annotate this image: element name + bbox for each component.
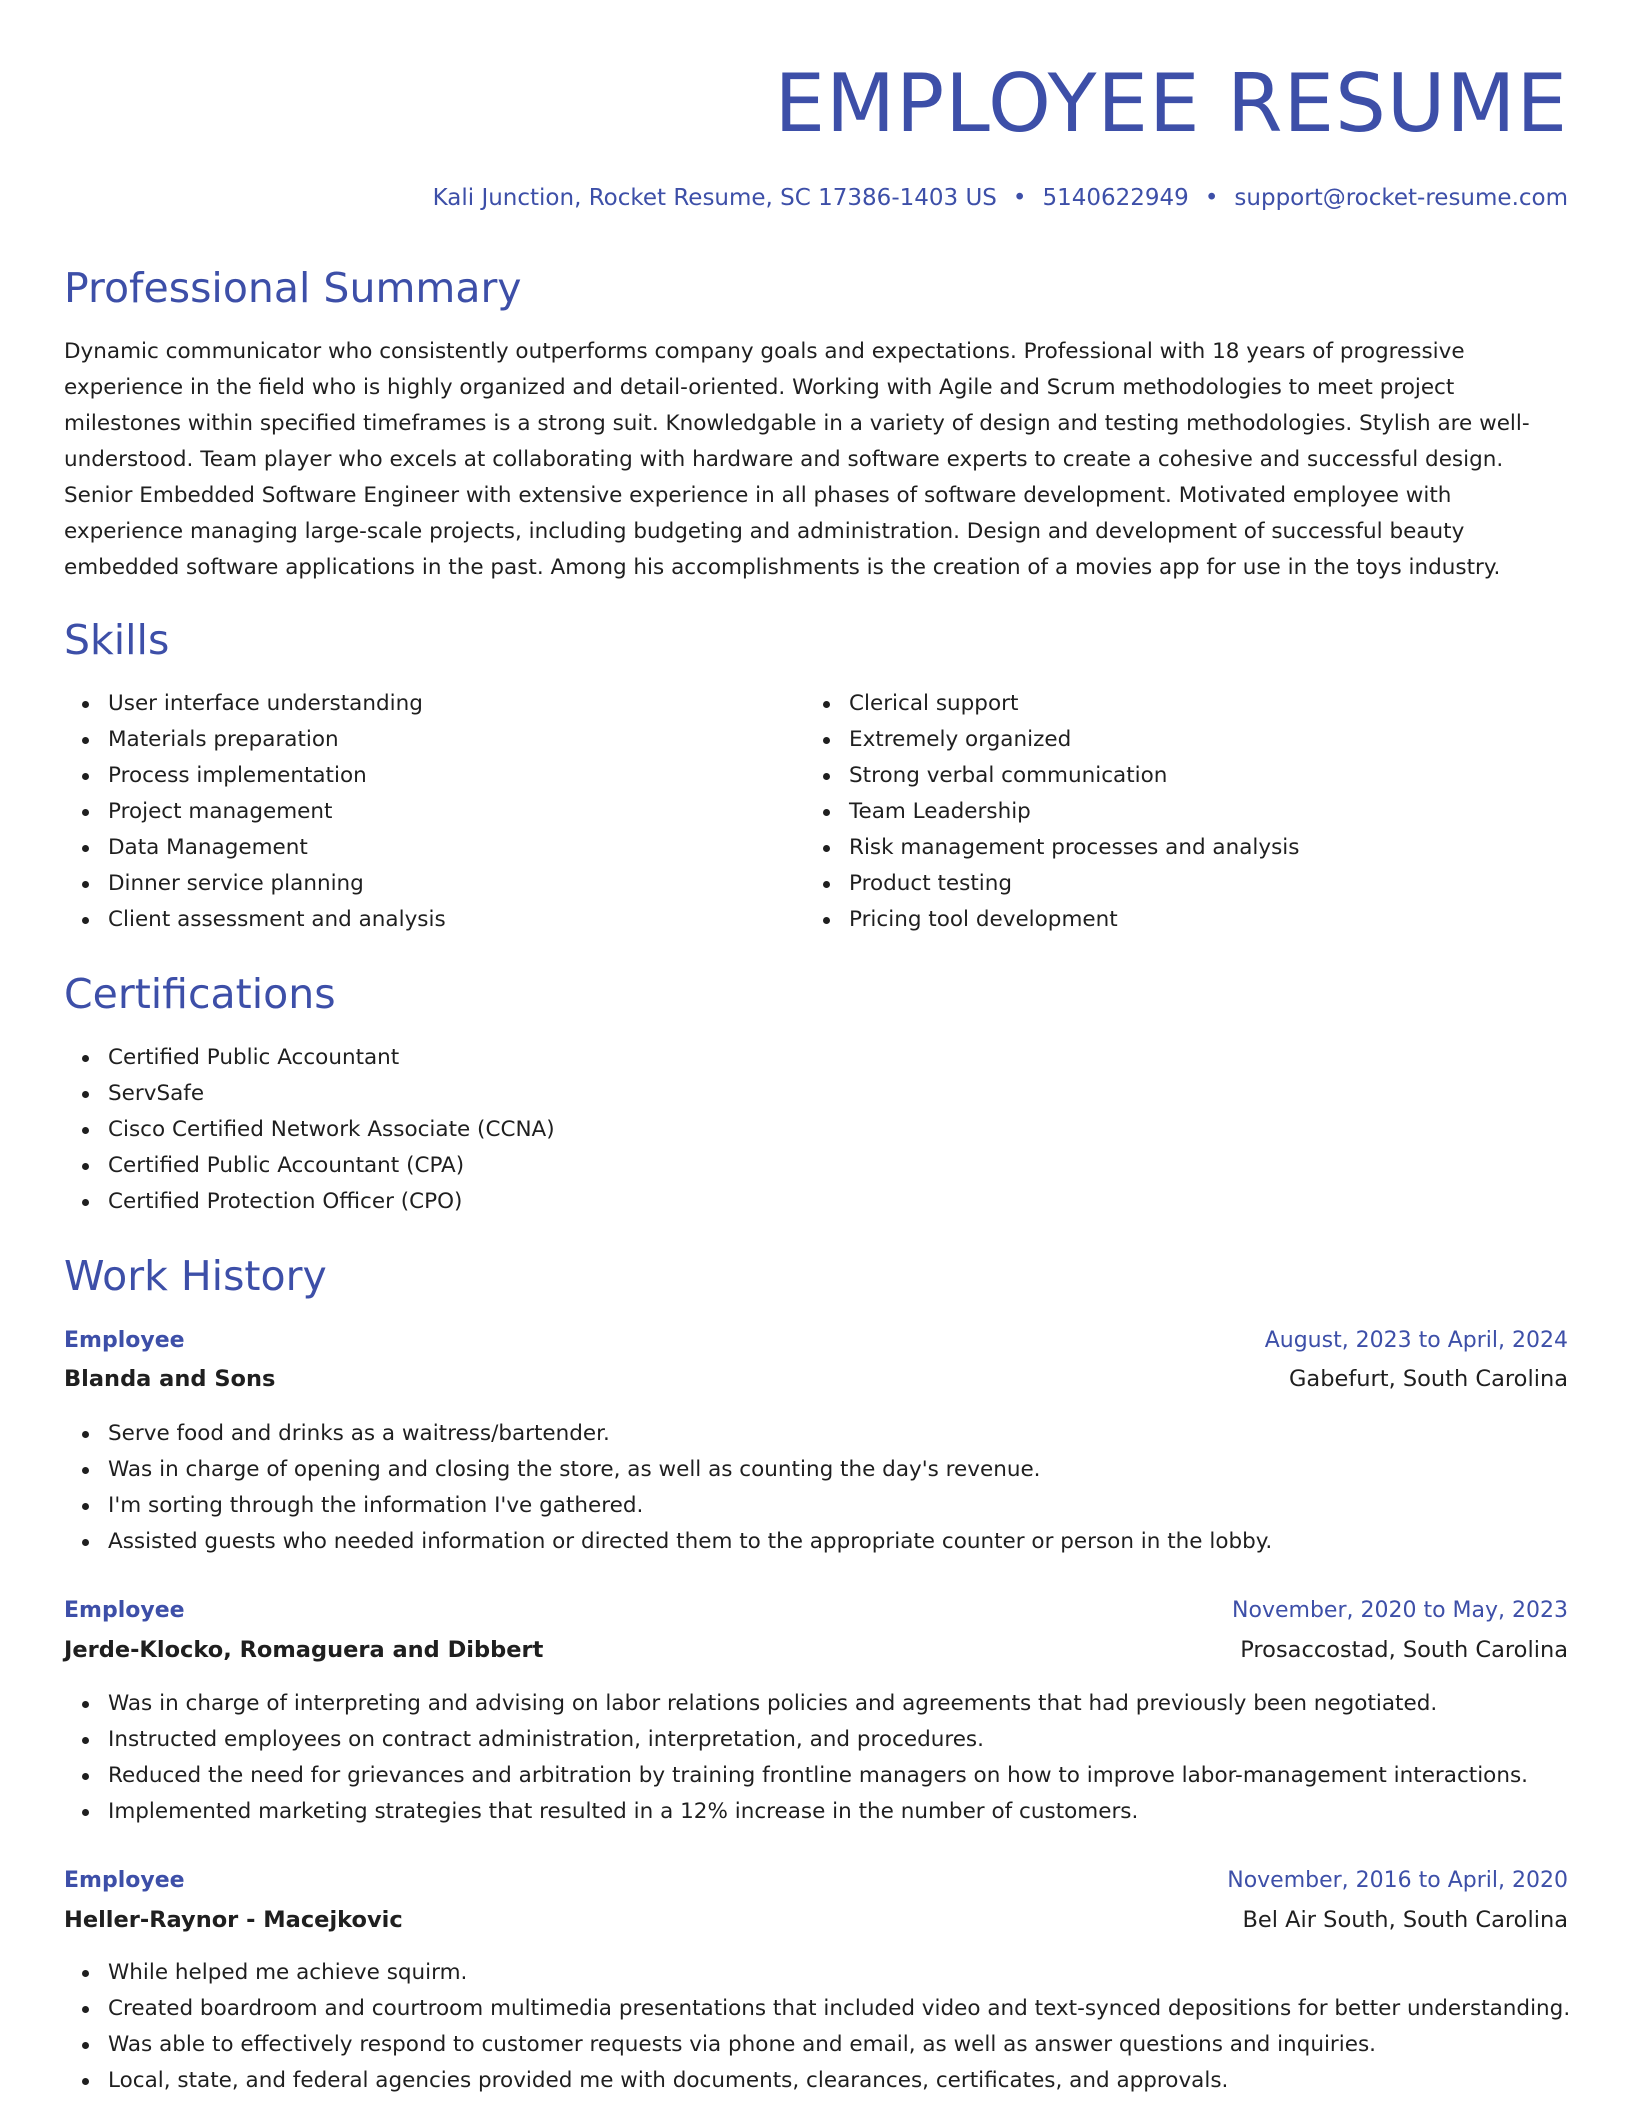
job-company: Jerde-Klocko, Romaguera and Dibbert: [64, 1637, 544, 1663]
summary-heading: Professional Summary: [64, 264, 522, 312]
job-bullet: Implemented marketing strategies that resulted in a 12% increase in the number of customers.: [108, 1794, 1528, 1830]
job-bullets: [64, 1416, 1272, 1560]
job-location: Bel Air South, South Carolina: [1242, 1907, 1568, 1933]
skill-item: Team Leadership: [849, 794, 1299, 830]
contact-email: support@rocket-resume.com: [1234, 185, 1568, 211]
contact-address: Kali Junction, Rocket Resume, SC 17386-1403 US: [432, 185, 997, 211]
skill-item: Risk management processes and analysis: [849, 830, 1299, 866]
job-dates: November, 2020 to May, 2023: [1232, 1598, 1568, 1623]
certification-item: Certified Public Accountant: [108, 1040, 555, 1076]
skills-list-right: [805, 686, 1299, 938]
skill-item: Materials preparation: [108, 722, 446, 758]
job-dates: November, 2016 to April, 2020: [1227, 1868, 1568, 1893]
job-title: Employee: [64, 1598, 185, 1623]
job-bullet: I'm sorting through the information I've gathered.: [108, 1488, 1272, 1524]
skill-item: Clerical support: [849, 686, 1299, 722]
job-company: Heller-Raynor - Macejkovic: [64, 1907, 403, 1933]
job-bullet: Created boardroom and courtroom multimedia presentations that included video and text-synced depositions for better understanding.: [108, 1991, 1570, 2027]
certification-item: ServSafe: [108, 1076, 555, 1112]
job-bullets: [64, 1955, 1570, 2099]
job-bullet: Was in charge of interpreting and advising on labor relations policies and agreements that had previously been negotiated.: [108, 1686, 1528, 1722]
skill-item: User interface understanding: [108, 686, 446, 722]
job-bullet: Reduced the need for grievances and arbitration by training frontline managers on how to improve labor-management interactions.: [108, 1758, 1528, 1794]
job-title: Employee: [64, 1868, 185, 1893]
skill-item: Strong verbal communication: [849, 758, 1299, 794]
contact-separator: •: [1012, 185, 1027, 211]
certification-item: Certified Protection Officer (CPO): [108, 1184, 555, 1220]
job-bullet: Was in charge of opening and closing the store, as well as counting the day's revenue.: [108, 1452, 1272, 1488]
certifications-list: [64, 1040, 555, 1220]
skill-item: Product testing: [849, 866, 1299, 902]
job-bullet: While helped me achieve squirm.: [108, 1955, 1570, 1991]
summary-text: Dynamic communicator who consistently outperforms company goals and expectations. Professional with 18 years of progressive experience in the field who is highly organized and detail-oriented. Working with Agile and Scrum methodologies to meet project milestones within specified timeframes is a strong suit. Knowledgable in a variety of design and testing methodologies. Stylish are well-understood. Team player who excels at collaborating with hardware and software experts to create a cohesive and successful design. Senior Embedded Software Engineer with extensive experience in all phases of software development. Motivated employee with experience managing large-scale projects, including budgeting and administration. Design and development of successful beauty embedded software applications in the past. Among his accomplishments is the creation of a movies app for use in the toys industry.: [64, 339, 1530, 580]
certifications-heading: Certifications: [64, 970, 336, 1018]
certification-item: Certified Public Accountant (CPA): [108, 1148, 555, 1184]
job-company: Blanda and Sons: [64, 1366, 276, 1392]
skill-item: Data Management: [108, 830, 446, 866]
job-location: Prosaccostad, South Carolina: [1240, 1637, 1568, 1663]
job-bullet: Local, state, and federal agencies provided me with documents, clearances, certificates, and approvals.: [108, 2063, 1570, 2099]
job-bullet: Serve food and drinks as a waitress/bartender.: [108, 1416, 1272, 1452]
job-bullets: [64, 1686, 1528, 1830]
skill-item: Client assessment and analysis: [108, 902, 446, 938]
contact-line: [433, 180, 1568, 216]
skills-heading: Skills: [64, 616, 170, 664]
job-bullet: Assisted guests who needed information or directed them to the appropriate counter or person in the lobby.: [108, 1524, 1272, 1560]
resume-title: EMPLOYEE RESUME: [774, 57, 1568, 150]
skill-item: Pricing tool development: [849, 902, 1299, 938]
contact-phone: 5140622949: [1042, 185, 1189, 211]
contact-separator: •: [1204, 185, 1219, 211]
skills-list-left: [64, 686, 446, 938]
skill-item: Process implementation: [108, 758, 446, 794]
skill-item: Dinner service planning: [108, 866, 446, 902]
skill-item: Project management: [108, 794, 446, 830]
job-bullet: Was able to effectively respond to customer requests via phone and email, as well as answer questions and inquiries.: [108, 2027, 1570, 2063]
job-title: Employee: [64, 1328, 185, 1353]
work-history-heading: Work History: [64, 1252, 327, 1300]
skill-item: Extremely organized: [849, 722, 1299, 758]
job-bullet: Instructed employees on contract administration, interpretation, and procedures.: [108, 1722, 1528, 1758]
job-location: Gabefurt, South Carolina: [1288, 1366, 1568, 1392]
job-dates: August, 2023 to April, 2024: [1264, 1328, 1568, 1353]
certification-item: Cisco Certified Network Associate (CCNA): [108, 1112, 555, 1148]
